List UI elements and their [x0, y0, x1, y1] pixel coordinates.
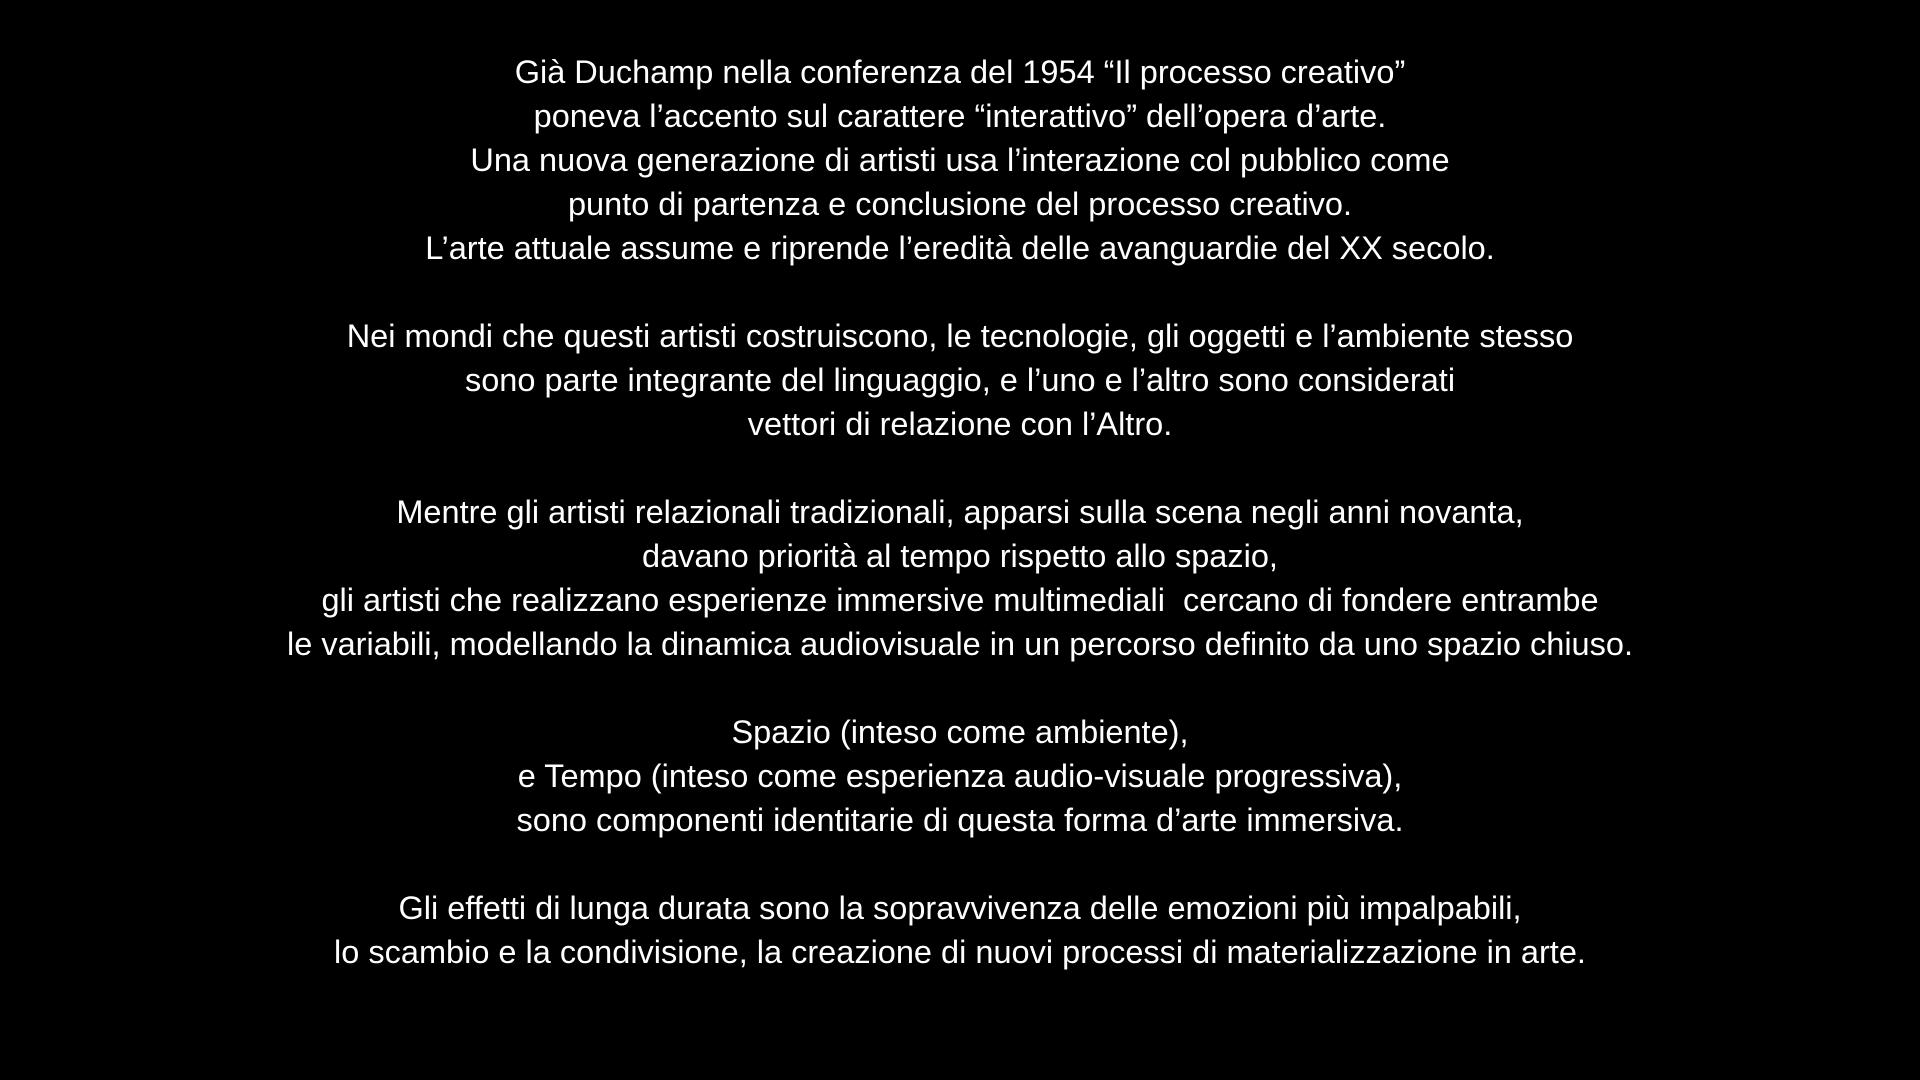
text-line: Una nuova generazione di artisti usa l’interazione col pubblico come: [470, 142, 1450, 178]
paragraph-relazionali: [0, 490, 1920, 666]
text-line: Già Duchamp nella conferenza del 1954 “Il processo creativo”: [514, 54, 1406, 90]
text-line: lo scambio e la condivisione, la creazione di nuovi processi di materializzazione in arte.: [334, 934, 1586, 970]
paragraph-mondi: [0, 314, 1920, 446]
text-line: davano priorità al tempo rispetto allo spazio,: [642, 538, 1278, 574]
text-line: e Tempo (inteso come esperienza audio-visuale progressiva),: [517, 758, 1403, 794]
text-line: L’arte attuale assume e riprende l’eredità delle avanguardie del XX secolo.: [425, 230, 1495, 266]
text-line: Gli effetti di lunga durata sono la sopravvivenza delle emozioni più impalpabili,: [398, 890, 1522, 926]
paragraph-duchamp: [0, 50, 1920, 270]
paragraph-effetti: [0, 886, 1920, 974]
text-line: poneva l’accento sul carattere “interattivo” dell’opera d’arte.: [533, 98, 1387, 134]
text-line: le variabili, modellando la dinamica audiovisuale in un percorso definito da uno spazio chiuso.: [287, 626, 1633, 662]
text-line: gli artisti che realizzano esperienze immersive multimediali cercano di fondere entrambe: [321, 582, 1599, 618]
text-line: Mentre gli artisti relazionali tradizionali, apparsi sulla scena negli anni novanta,: [396, 494, 1524, 530]
text-line: Nei mondi che questi artisti costruiscono, le tecnologie, gli oggetti e l’ambiente stesso: [346, 318, 1574, 354]
paragraph-spazio-tempo: [0, 710, 1920, 842]
text-line: sono componenti identitarie di questa forma d’arte immersiva.: [516, 802, 1404, 838]
text-line: punto di partenza e conclusione del processo creativo.: [567, 186, 1353, 222]
text-line: Spazio (inteso come ambiente),: [731, 714, 1189, 750]
text-line: sono parte integrante del linguaggio, e l’uno e l’altro sono considerati: [464, 362, 1456, 398]
text-line: vettori di relazione con l’Altro.: [747, 406, 1173, 442]
